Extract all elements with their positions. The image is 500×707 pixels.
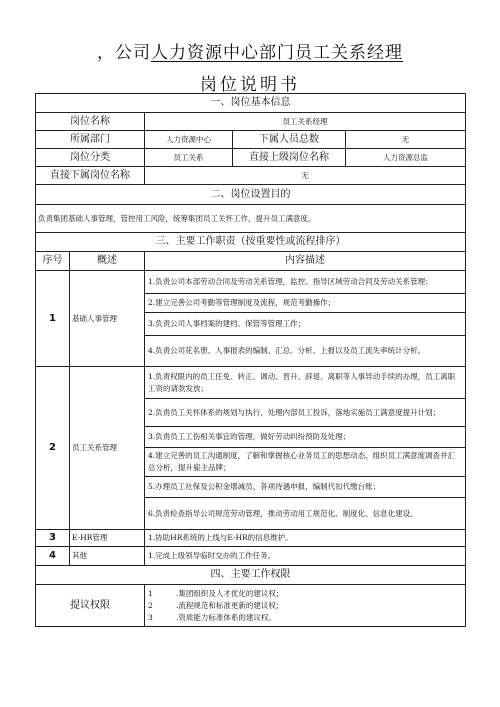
authority-list — [145, 585, 466, 627]
duty-number: 1 — [36, 271, 70, 367]
authority-item: 2 .流程规范和标准更新的建议权； — [148, 600, 284, 610]
duty-item: 1.负责公司本部劳动合同及劳动关系管理，监控、指导区域劳动合同及劳动关系管理； — [145, 271, 465, 294]
subordinates-label: 下属人员总数 — [233, 131, 346, 149]
duty-summary: 基础人事管理 — [70, 271, 145, 367]
duty-header-content: 内容描述 — [145, 252, 466, 271]
duty-item: 4.建立完善的员工沟通制度，了解和掌握核心业务员工的思想动态，组织员工满意度调查并汇总分析，提升雇主品牌； — [145, 448, 465, 477]
duty-number: 3 — [36, 530, 70, 547]
duty-item: 2.负责员工关怀体系的规划与执行，处理内部员工投诉，落地实施员工满意度提升计划； — [145, 399, 465, 427]
duty-item: 1.完成上级领导临时交办的工作任务。 — [145, 547, 466, 566]
duty-summary: 员工关系管理 — [70, 367, 145, 530]
duty-row — [36, 547, 466, 566]
section-duties: 三、主要工作职责（按重要性或流程排序） — [36, 233, 466, 252]
duty-content — [145, 367, 466, 530]
authority-item: 1 .集团组织及人才优化的建议权； — [148, 588, 284, 598]
duty-summary: E-HR管理 — [70, 530, 145, 547]
duty-row — [36, 367, 466, 530]
category-value: 员工关系 — [145, 149, 233, 167]
duty-item: 5.办理员工社保及公积金增减员、各项待遇申报，编制代扣代缴台账； — [145, 477, 465, 498]
duty-item: 3.负责公司人事档案的建档、保管等管理工作； — [145, 313, 465, 336]
section-purpose: 二、岗位设置目的 — [36, 185, 466, 205]
document-subtitle: 岗位说明书 — [200, 75, 300, 95]
title-position: 人力资源中心部门员工关系经理 — [151, 43, 403, 63]
purpose-text: 负责集团基础人事管理，管控用工风险，统筹集团员工关怀工作，提升员工满意度。 — [36, 205, 466, 233]
position-name-label: 岗位名称 — [36, 113, 145, 131]
duty-item: 1.协助HR系统的上线与E-HR的信息维护。 — [145, 530, 466, 547]
section-basic-info: 一、岗位基本信息 — [36, 94, 466, 113]
duty-item: 4.负责公司花名册、人事报表的编制、汇总、分析、上报以及员工流失率统计分析。 — [148, 346, 426, 355]
section-authority: 四、主要工作权限 — [36, 566, 466, 585]
direct-sub-value: 无 — [145, 167, 466, 185]
subordinates-value: 无 — [346, 131, 466, 149]
direct-sub-label: 直接下属岗位名称 — [36, 167, 145, 185]
category-label: 岗位分类 — [36, 149, 145, 167]
duty-header-no: 序号 — [36, 252, 70, 271]
duty-row — [36, 271, 466, 367]
authority-item: 3 .资质能力标准体系的建议权。 — [148, 612, 276, 622]
duty-number: 2 — [36, 367, 70, 530]
dept-value: 人力资源中心 — [145, 131, 233, 149]
document-title — [0, 38, 500, 63]
job-description-table — [35, 93, 466, 627]
duty-row — [36, 530, 466, 547]
title-prefix: ，公司 — [97, 43, 151, 63]
duty-item: 1.负责权限内的员工任免、转正、调动、晋升、辞退、离职等人事异动手续的办理，员工离职工资的请款发放； — [145, 367, 465, 399]
superior-value: 人力资源总监 — [346, 149, 466, 167]
duty-header-summary: 概述 — [70, 252, 145, 271]
position-name-value: 员工关系经理 — [145, 113, 466, 131]
duty-item: 2.建立完善公司考勤等管理制度及流程，规范考勤操作； — [145, 294, 465, 313]
duty-number: 4 — [36, 547, 70, 566]
dept-label: 所属部门 — [36, 131, 145, 149]
duty-content — [145, 271, 466, 367]
authority-label: 提议权限 — [36, 585, 145, 627]
duty-item: 3.负责员工工伤相关事宜的管理，做好劳动纠纷预防及处理； — [145, 427, 465, 448]
duty-item: 6.负责检查指导公司规范劳动管理，推动劳动用工规范化、制度化、信息化建设。 — [148, 508, 418, 518]
duty-summary: 其他 — [70, 547, 145, 566]
superior-label: 直接上级岗位名称 — [233, 149, 346, 167]
